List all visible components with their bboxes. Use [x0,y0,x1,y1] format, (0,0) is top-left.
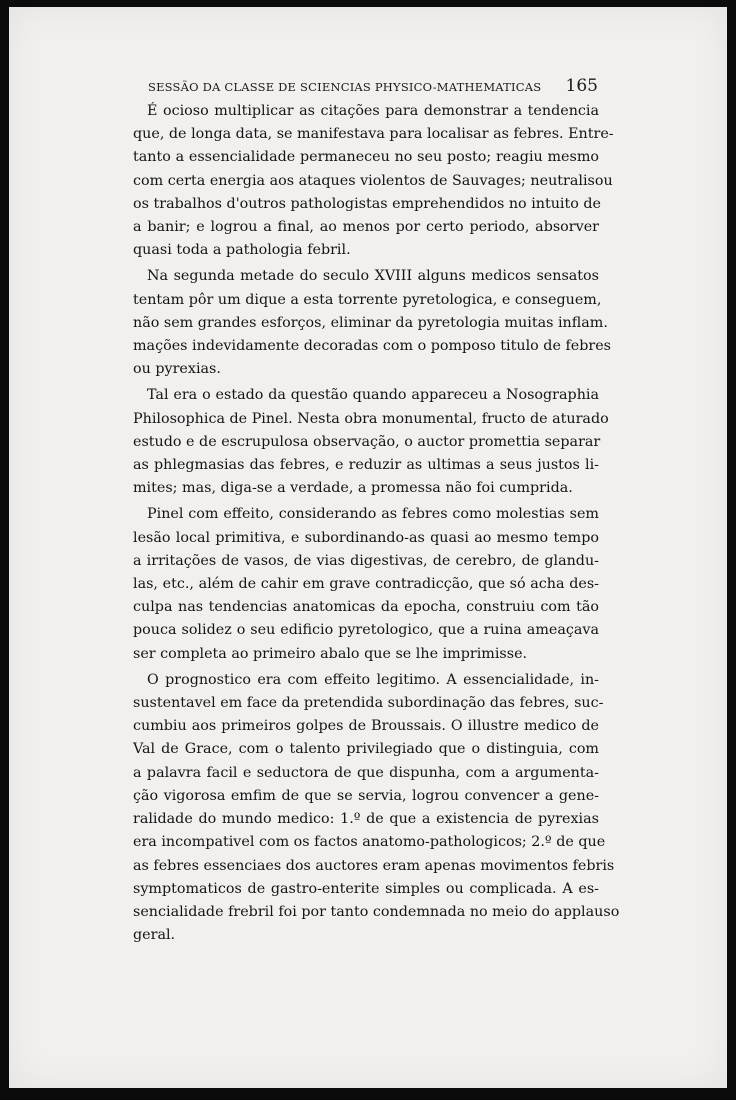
text-line: pouca solidez o seu edificio pyretologico, que a ruina ameaçava [133,622,599,639]
text-line: tentam pôr um dique a esta torrente pyretologica, e conseguem, [133,291,602,308]
text-line: ção vigorosa emfim de que se servia, logrou convencer a gene- [133,787,599,804]
text-line: Val de Grace, com o talento privilegiado que o distinguia, com [133,741,599,758]
text-line: lesão local primitiva, e subordinando-as quasi ao mesmo tempo [133,529,599,546]
text-line: Philosophica de Pinel. Nesta obra monumental, fructo de aturado [133,410,609,427]
text-line: culpa nas tendencias anatomicas da epocha, construiu com tão [133,599,599,616]
text-line: não sem grandes esforços, eliminar da pyretologia muitas inflam. [133,314,608,331]
text-line: sencialidade frebril foi por tanto condemnada no meio do applauso [133,903,620,920]
paragraph-5 [133,669,620,947]
paragraph-1 [133,100,614,262]
text-line: las, etc., além de cahir em grave contradicção, que só acha des- [133,576,599,593]
text-line: a palavra facil e seductora de que dispunha, com a argumenta- [133,764,599,781]
text-line: com certa energia aos ataques violentos de Sauvages; neutralisou [133,172,613,189]
text-line: ralidade do mundo medico: 1.º de que a existencia de pyrexias [133,811,599,828]
running-header [148,76,598,96]
text-line: ser completa ao primeiro abalo que se lhe imprimisse. [133,645,528,662]
text-line: sustentavel em face da pretendida subordinação das febres, suc- [133,695,604,712]
text-line: tanto a essencialidade permaneceu no seu posto; reagiu mesmo [133,149,599,166]
text-line: era incompativel com os factos anatomo-pathologicos; 2.º de que [133,834,606,851]
text-line: Pinel com effeito, considerando as febres como molestias sem [147,506,599,523]
text-line: a irritações de vasos, de vias digestivas, de cerebro, de glandu- [133,552,599,569]
text-line: quasi toda a pathologia febril. [133,242,351,259]
text-line: a banir; e logrou a final, ao menos por certo periodo, absorver [133,219,599,236]
text-line: ou pyrexias. [133,361,221,378]
body-text [133,100,620,947]
text-line: os trabalhos d'outros pathologistas emprehendidos no intuito de [133,195,602,212]
page-number: 165 [565,76,598,96]
text-line: as phlegmasias das febres, e reduzir as ultimas a seus justos li- [133,457,599,474]
text-line: geral. [133,927,176,944]
text-line: as febres essenciaes dos auctores eram apenas movimentos febris [133,857,615,874]
text-line: mações indevidamente decoradas com o pomposo titulo de febres [133,338,611,355]
text-line: O prognostico era com effeito legitimo. A essencialidade, in- [147,671,599,688]
running-title: SESSÃO DA CLASSE DE SCIENCIAS PHYSICO-MATHEMATICAS [148,80,542,94]
scan-border [0,0,9,1100]
paragraph-3 [133,384,609,500]
text-line: que, de longa data, se manifestava para localisar as febres. Entre- [133,126,614,143]
paragraph-4 [133,503,599,665]
text-line: É ocioso multiplicar as citações para demonstrar a tendencia [147,103,599,119]
text-line: Na segunda metade do seculo XVIII alguns medicos sensatos [147,268,599,285]
text-line: Tal era o estado da questão quando appareceu a Nosographia [147,387,599,404]
text-line: mites; mas, diga-se a verdade, a promessa não foi cumprida. [133,480,573,497]
paragraph-2 [133,265,611,381]
text-line: symptomaticos de gastro-enterite simples ou complicada. A es- [133,880,599,897]
text-line: estudo e de escrupulosa observação, o auctor promettia separar [133,433,601,450]
text-line: cumbiu aos primeiros golpes de Broussais. O illustre medico de [133,718,599,735]
